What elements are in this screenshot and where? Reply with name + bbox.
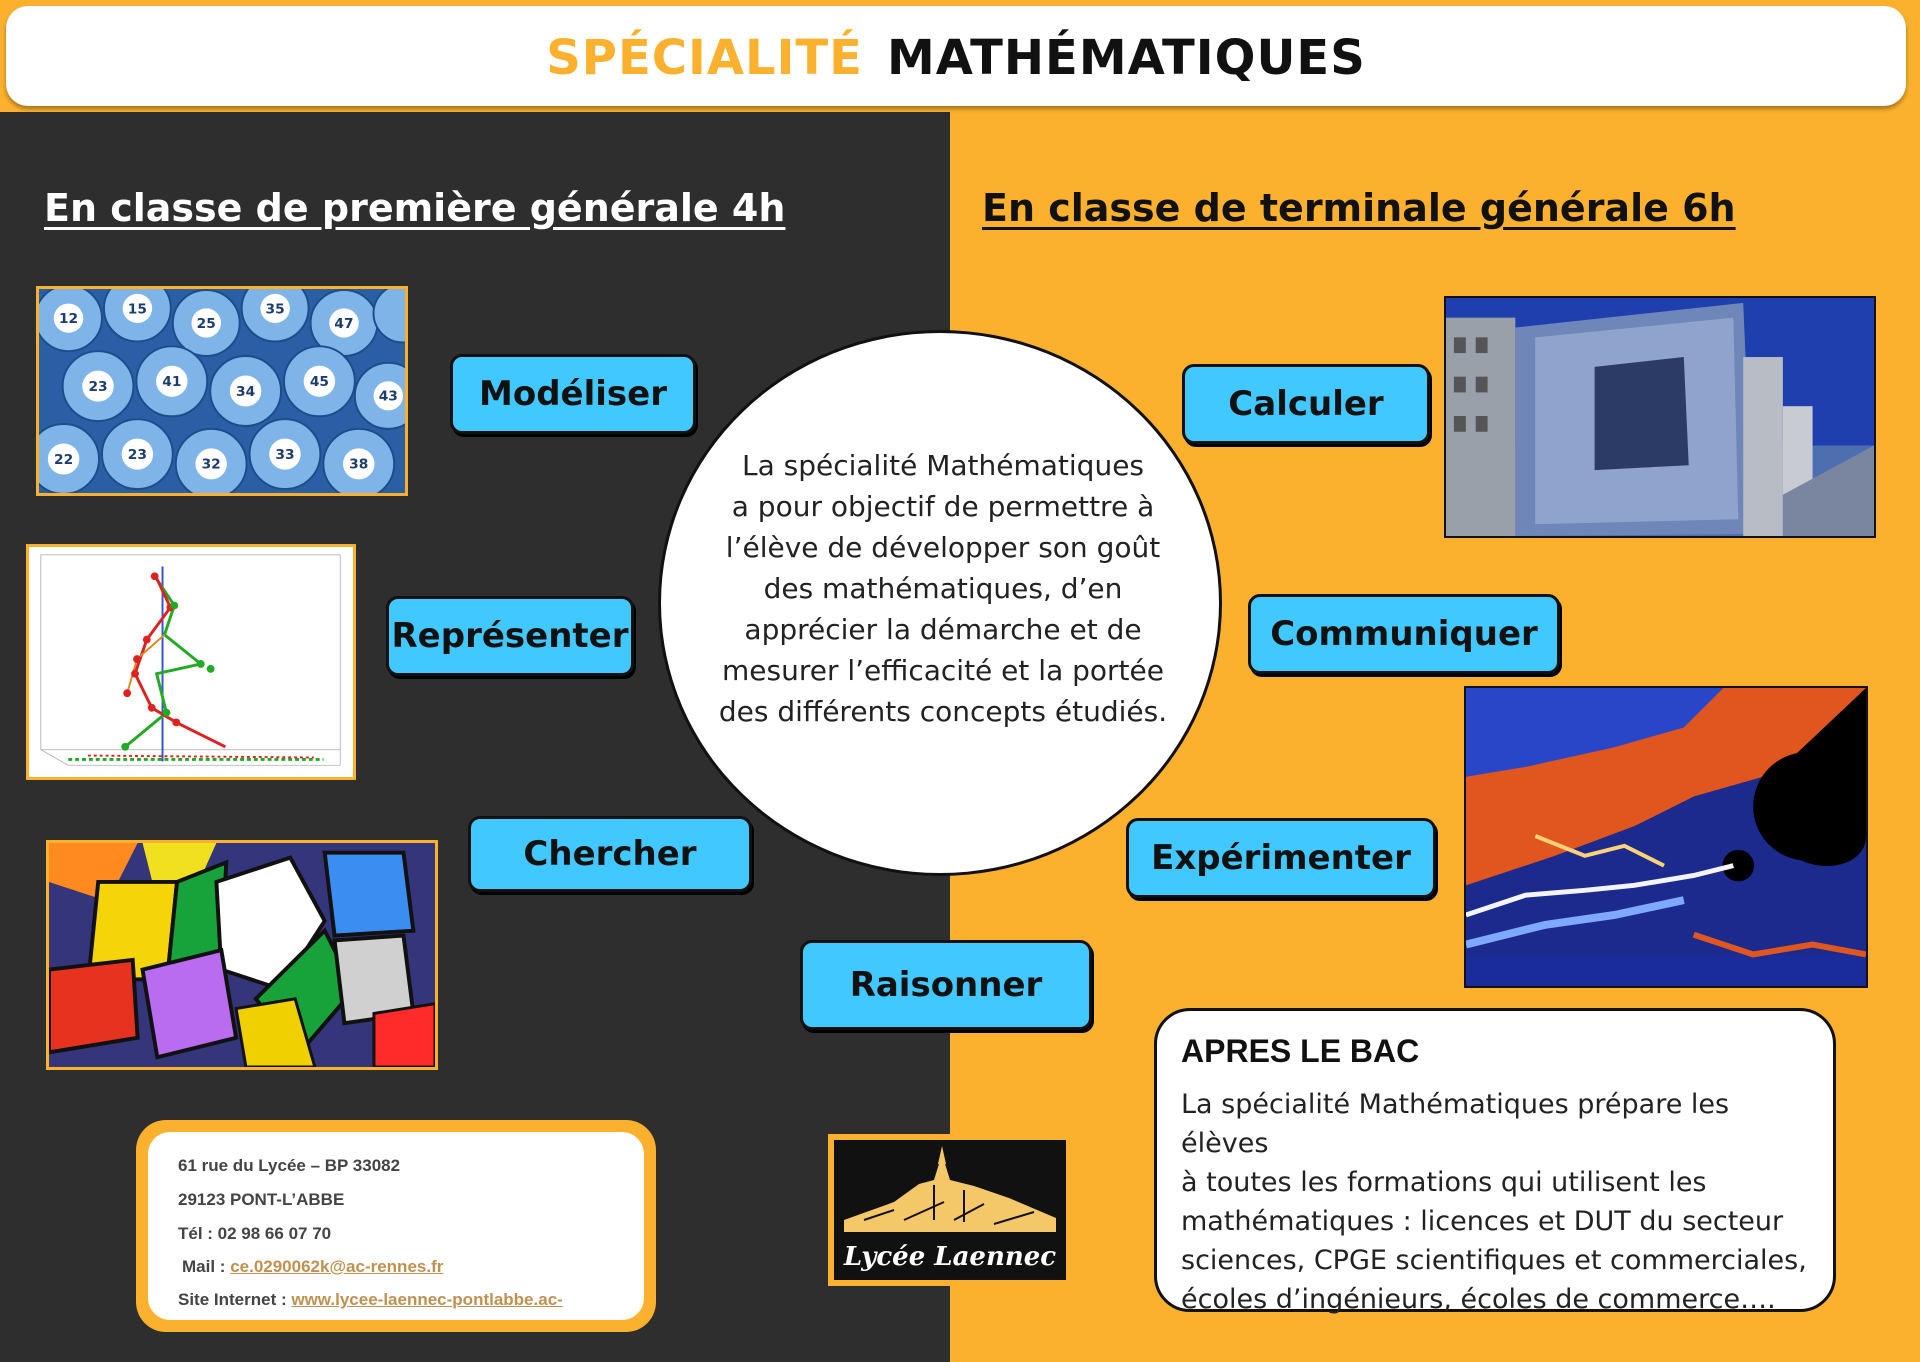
- apres-text-line: à toutes les formations qui utilisent les: [1181, 1167, 1707, 1198]
- contact-mail-label: Mail :: [182, 1257, 226, 1276]
- lottery-balls-photo: [36, 286, 408, 496]
- center-text-line: La spécialité Mathématiques: [741, 449, 1145, 482]
- solar-furnace-photo: [1444, 296, 1876, 538]
- contact-site-row: [178, 1290, 563, 1310]
- title-part-specialite: SPÉCIALITÉ: [546, 30, 863, 86]
- svg-text:25: 25: [196, 315, 216, 332]
- svg-text:23: 23: [88, 379, 108, 395]
- svg-text:38: 38: [349, 456, 369, 473]
- svg-text:34: 34: [236, 383, 256, 400]
- title-box: [6, 6, 1906, 106]
- svg-text:22: 22: [54, 451, 74, 468]
- center-text: [701, 445, 1185, 732]
- svg-text:12: 12: [58, 311, 79, 327]
- svg-text:47: 47: [334, 315, 354, 332]
- center-text-line: des mathématiques, d’en: [763, 572, 1123, 605]
- heading-terminale: En classe de terminale générale 6h: [982, 186, 1736, 230]
- logo-text: Lycée Laennec: [843, 1242, 1057, 1272]
- rubiks-cubes-photo: [46, 840, 438, 1070]
- apres-title: APRES LE BAC: [1181, 1033, 1420, 1069]
- center-circle: [658, 330, 1222, 876]
- contact-box-inner: [148, 1132, 644, 1320]
- contact-mail-row: [182, 1257, 443, 1277]
- svg-text:33: 33: [275, 447, 295, 463]
- svg-text:35: 35: [265, 301, 285, 318]
- apres-text-line: mathématiques : licences et DUT du secteur: [1181, 1206, 1784, 1237]
- center-text-line: des différents concepts étudiés.: [718, 695, 1168, 728]
- contact-address: 61 rue du Lycée – BP 33082: [178, 1156, 401, 1175]
- page-title: [6, 30, 1906, 86]
- center-text-line: mesurer l’efficacité et la portée: [722, 654, 1164, 687]
- svg-text:45: 45: [309, 374, 329, 391]
- contact-site-link[interactable]: www.lycee-laennec-pontlabbe.ac-: [291, 1290, 563, 1309]
- svg-text:41: 41: [162, 374, 182, 391]
- title-part-mathematiques: MATHÉMATIQUES: [886, 30, 1366, 86]
- skill-representer-button: Représenter: [386, 596, 634, 676]
- svg-text:23: 23: [127, 447, 147, 463]
- skill-raisonner-button: Raisonner: [800, 940, 1092, 1030]
- contact-mail-link[interactable]: ce.0290062k@ac-rennes.fr: [230, 1257, 444, 1276]
- contact-phone: Tél : 02 98 66 07 70: [178, 1224, 332, 1243]
- svg-text:43: 43: [378, 388, 398, 405]
- skill-modeliser-button: Modéliser: [450, 354, 696, 434]
- skill-communiquer-button: Communiquer: [1248, 594, 1560, 674]
- center-text-line: l’élève de développer son goût: [725, 531, 1161, 564]
- skill-chercher-button: Chercher: [468, 816, 752, 892]
- lycee-laennec-logo: [828, 1134, 1072, 1286]
- apres-le-bac-box: [1154, 1008, 1836, 1315]
- apres-text: [1181, 1085, 1821, 1319]
- header-bar: [0, 0, 1918, 112]
- skill-calculer-button: Calculer: [1182, 364, 1430, 444]
- svg-text:32: 32: [201, 456, 221, 473]
- skill-experimenter-button: Expérimenter: [1126, 818, 1436, 898]
- mandelbrot-fractal-image: [1464, 686, 1868, 988]
- apres-text-line: sciences, CPGE scientifiques et commerciales,: [1181, 1245, 1807, 1276]
- contact-city: 29123 PONT-L’ABBE: [178, 1190, 345, 1209]
- svg-text:15: 15: [127, 301, 147, 318]
- contact-site-label: Site Internet :: [178, 1290, 287, 1309]
- heading-premiere: En classe de première générale 4h: [44, 186, 786, 230]
- contact-box: [136, 1120, 656, 1332]
- apres-text-line: La spécialité Mathématiques prépare les élèves: [1181, 1089, 1730, 1159]
- center-text-line: a pour objectif de permettre à: [731, 490, 1155, 523]
- center-text-line: apprécier la démarche et de: [744, 613, 1142, 646]
- walking-figure-plot: [26, 544, 356, 780]
- apres-text-line: écoles d’ingénieurs, écoles de commerce….: [1181, 1284, 1776, 1315]
